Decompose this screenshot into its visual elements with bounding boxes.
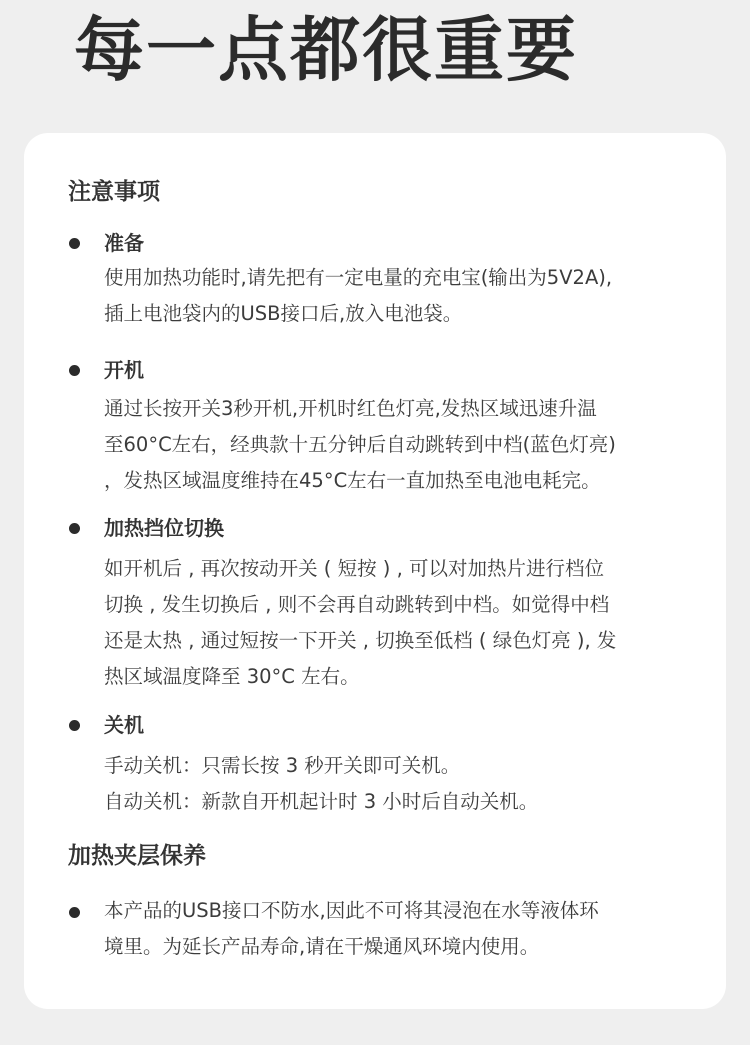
body-line: 本产品的USB接口不防水,因此不可将其浸泡在水等液体环 <box>104 899 599 922</box>
item-body-power-on <box>104 391 704 499</box>
bullet-icon <box>69 523 80 534</box>
bullet-icon <box>69 907 80 918</box>
body-line: 通过长按开关3秒开机,开机时红色灯亮,发热区域迅速升温 <box>104 397 597 420</box>
section-title-notes: 注意事项 <box>68 179 160 205</box>
item-body-prepare <box>104 260 704 332</box>
body-line: 手动关机：只需长按 3 秒开关即可关机。 <box>104 754 461 777</box>
body-line: 还是太热 , 通过短按一下开关 , 切换至低档 ( 绿色灯亮 ), 发 <box>104 629 617 652</box>
body-line: 插上电池袋内的USB接口后,放入电池袋。 <box>104 302 463 325</box>
care-body <box>104 893 704 965</box>
body-line: 如开机后 , 再次按动开关 ( 短按 ) , 可以对加热片进行档位 <box>104 557 605 580</box>
item-title-power-on: 开机 <box>104 358 144 382</box>
body-line: 热区域温度降至 30°C 左右。 <box>104 665 360 688</box>
bullet-icon <box>69 720 80 731</box>
body-line: 使用加热功能时,请先把有一定电量的充电宝(输出为5V2A), <box>104 266 613 289</box>
bullet-icon <box>69 365 80 376</box>
body-line: 自动关机：新款自开机起计时 3 小时后自动关机。 <box>104 790 539 813</box>
item-body-heat-level <box>104 551 704 695</box>
body-line: 切换 , 发生切换后 , 则不会再自动跳转到中档。如觉得中档 <box>104 593 610 616</box>
instructions-card <box>24 133 726 1009</box>
page-headline: 每一点都很重要 <box>74 9 578 91</box>
bullet-icon <box>69 238 80 249</box>
item-title-prepare: 准备 <box>104 231 144 255</box>
body-line: 境里。为延长产品寿命,请在干燥通风环境内使用。 <box>104 935 540 958</box>
item-body-power-off <box>104 748 704 820</box>
item-title-power-off: 关机 <box>104 713 144 737</box>
item-title-heat-level: 加热挡位切换 <box>104 516 224 540</box>
section-title-care: 加热夹层保养 <box>68 843 206 869</box>
body-line: ，发热区域温度维持在45°C左右一直加热至电池电耗完。 <box>104 469 601 492</box>
body-line: 至60°C左右，经典款十五分钟后自动跳转到中档(蓝色灯亮) <box>104 433 616 456</box>
